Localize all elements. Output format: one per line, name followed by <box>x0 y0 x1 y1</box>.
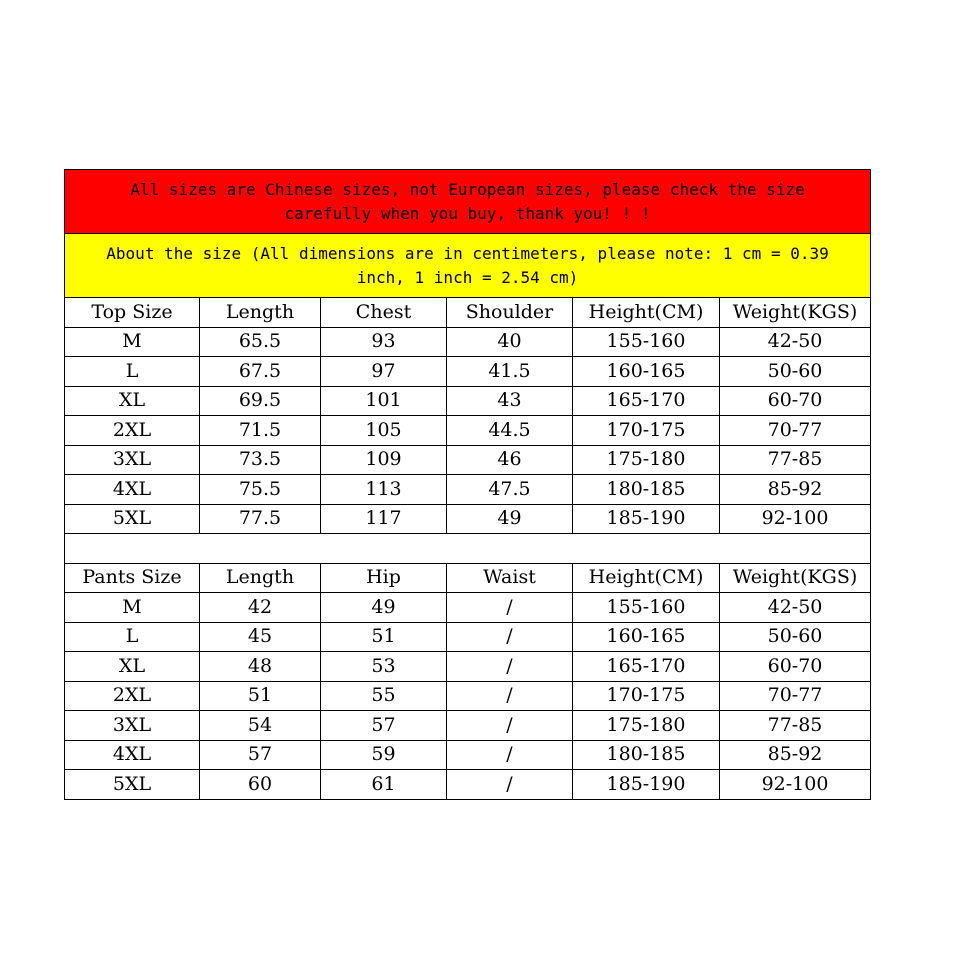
top-measure-cell: 170-175 <box>573 416 720 446</box>
top-measure-cell: 92-100 <box>720 504 871 534</box>
top-measure-cell: 50-60 <box>720 357 871 387</box>
size-chart-table <box>64 169 871 800</box>
top-size-row <box>65 386 871 416</box>
top-size-label: 2XL <box>65 416 200 446</box>
top-measure-cell: 180-185 <box>573 475 720 505</box>
top-measure-cell: 47.5 <box>447 475 573 505</box>
pants-size-row <box>65 711 871 741</box>
pants-size-row <box>65 622 871 652</box>
pants-measure-cell: 70-77 <box>720 681 871 711</box>
pants-measure-cell: / <box>447 622 573 652</box>
top-measure-cell: 185-190 <box>573 504 720 534</box>
top-measure-cell: 165-170 <box>573 386 720 416</box>
pants-measure-cell: / <box>447 711 573 741</box>
pants-header-row <box>65 563 871 593</box>
pants-measure-cell: 59 <box>321 740 447 770</box>
info-banner-row <box>65 234 871 298</box>
pants-measure-cell: 45 <box>200 622 321 652</box>
pants-size-label: 3XL <box>65 711 200 741</box>
pants-measure-cell: / <box>447 740 573 770</box>
pants-measure-cell: 180-185 <box>573 740 720 770</box>
size-chart-body <box>65 170 871 298</box>
pants-size-label: 4XL <box>65 740 200 770</box>
pants-measure-cell: 165-170 <box>573 652 720 682</box>
top-header-cell: Shoulder <box>447 298 573 328</box>
top-size-row <box>65 357 871 387</box>
pants-measure-cell: 53 <box>321 652 447 682</box>
top-size-label: 5XL <box>65 504 200 534</box>
section-spacer <box>65 534 871 564</box>
pants-measure-cell: 155-160 <box>573 593 720 623</box>
top-measure-cell: 41.5 <box>447 357 573 387</box>
pants-measure-cell: 57 <box>321 711 447 741</box>
top-header-cell: Weight(KGS) <box>720 298 871 328</box>
pants-measure-cell: / <box>447 681 573 711</box>
spacer-cell <box>65 534 871 564</box>
pants-header-cell: Pants Size <box>65 563 200 593</box>
top-measure-cell: 109 <box>321 445 447 475</box>
top-size-label: 3XL <box>65 445 200 475</box>
top-measure-cell: 71.5 <box>200 416 321 446</box>
top-measure-cell: 175-180 <box>573 445 720 475</box>
top-measure-cell: 46 <box>447 445 573 475</box>
top-measure-cell: 75.5 <box>200 475 321 505</box>
pants-measure-cell: 42-50 <box>720 593 871 623</box>
pants-measure-cell: 48 <box>200 652 321 682</box>
pants-header-cell: Height(CM) <box>573 563 720 593</box>
spacer-row <box>65 534 871 564</box>
top-header-cell: Height(CM) <box>573 298 720 328</box>
pants-measure-cell: 49 <box>321 593 447 623</box>
top-measure-cell: 67.5 <box>200 357 321 387</box>
top-measure-cell: 117 <box>321 504 447 534</box>
pants-header-cell: Weight(KGS) <box>720 563 871 593</box>
top-measure-cell: 85-92 <box>720 475 871 505</box>
top-measure-cell: 105 <box>321 416 447 446</box>
pants-measure-cell: 92-100 <box>720 770 871 800</box>
pants-measure-cell: 170-175 <box>573 681 720 711</box>
top-measure-cell: 113 <box>321 475 447 505</box>
pants-size-row <box>65 681 871 711</box>
top-measure-cell: 40 <box>447 327 573 357</box>
pants-measure-cell: 42 <box>200 593 321 623</box>
top-measure-cell: 77.5 <box>200 504 321 534</box>
pants-size-row <box>65 652 871 682</box>
pants-measure-cell: 60-70 <box>720 652 871 682</box>
pants-measure-cell: 54 <box>200 711 321 741</box>
top-measure-cell: 97 <box>321 357 447 387</box>
pants-measure-cell: 51 <box>321 622 447 652</box>
top-size-row <box>65 416 871 446</box>
pants-header-cell: Length <box>200 563 321 593</box>
warning-banner-row <box>65 170 871 234</box>
pants-measure-cell: / <box>447 652 573 682</box>
top-size-label: XL <box>65 386 200 416</box>
top-size-row <box>65 327 871 357</box>
top-measure-cell: 73.5 <box>200 445 321 475</box>
pants-measure-cell: 60 <box>200 770 321 800</box>
pants-size-row <box>65 593 871 623</box>
top-measure-cell: 70-77 <box>720 416 871 446</box>
pants-header-cell: Waist <box>447 563 573 593</box>
warning-banner: All sizes are Chinese sizes, not European sizes, please check the size carefully when you buy, thank you! ! ! <box>65 170 871 234</box>
top-measure-cell: 65.5 <box>200 327 321 357</box>
top-measure-cell: 77-85 <box>720 445 871 475</box>
pants-measure-cell: 77-85 <box>720 711 871 741</box>
pants-size-row <box>65 740 871 770</box>
top-measure-cell: 160-165 <box>573 357 720 387</box>
top-size-label: M <box>65 327 200 357</box>
pants-size-section <box>65 563 871 799</box>
top-measure-cell: 93 <box>321 327 447 357</box>
pants-measure-cell: 57 <box>200 740 321 770</box>
pants-size-label: 2XL <box>65 681 200 711</box>
top-measure-cell: 43 <box>447 386 573 416</box>
pants-size-label: M <box>65 593 200 623</box>
top-size-row <box>65 445 871 475</box>
top-size-row <box>65 504 871 534</box>
pants-measure-cell: 55 <box>321 681 447 711</box>
pants-measure-cell: / <box>447 593 573 623</box>
pants-measure-cell: 85-92 <box>720 740 871 770</box>
pants-measure-cell: 160-165 <box>573 622 720 652</box>
pants-measure-cell: 61 <box>321 770 447 800</box>
pants-measure-cell: 175-180 <box>573 711 720 741</box>
pants-size-label: XL <box>65 652 200 682</box>
pants-size-label: L <box>65 622 200 652</box>
pants-measure-cell: 185-190 <box>573 770 720 800</box>
top-size-row <box>65 475 871 505</box>
top-size-label: L <box>65 357 200 387</box>
top-measure-cell: 49 <box>447 504 573 534</box>
top-header-row <box>65 298 871 328</box>
pants-measure-cell: 51 <box>200 681 321 711</box>
top-size-section <box>65 298 871 534</box>
top-header-cell: Length <box>200 298 321 328</box>
pants-measure-cell: 50-60 <box>720 622 871 652</box>
info-banner: About the size (All dimensions are in centimeters, please note: 1 cm = 0.39 inch, 1 inch = 2.54 cm) <box>65 234 871 298</box>
pants-header-cell: Hip <box>321 563 447 593</box>
top-measure-cell: 101 <box>321 386 447 416</box>
top-header-cell: Chest <box>321 298 447 328</box>
top-header-cell: Top Size <box>65 298 200 328</box>
top-measure-cell: 60-70 <box>720 386 871 416</box>
pants-size-label: 5XL <box>65 770 200 800</box>
top-measure-cell: 42-50 <box>720 327 871 357</box>
top-measure-cell: 44.5 <box>447 416 573 446</box>
top-measure-cell: 155-160 <box>573 327 720 357</box>
pants-measure-cell: / <box>447 770 573 800</box>
pants-size-row <box>65 770 871 800</box>
top-size-label: 4XL <box>65 475 200 505</box>
top-measure-cell: 69.5 <box>200 386 321 416</box>
